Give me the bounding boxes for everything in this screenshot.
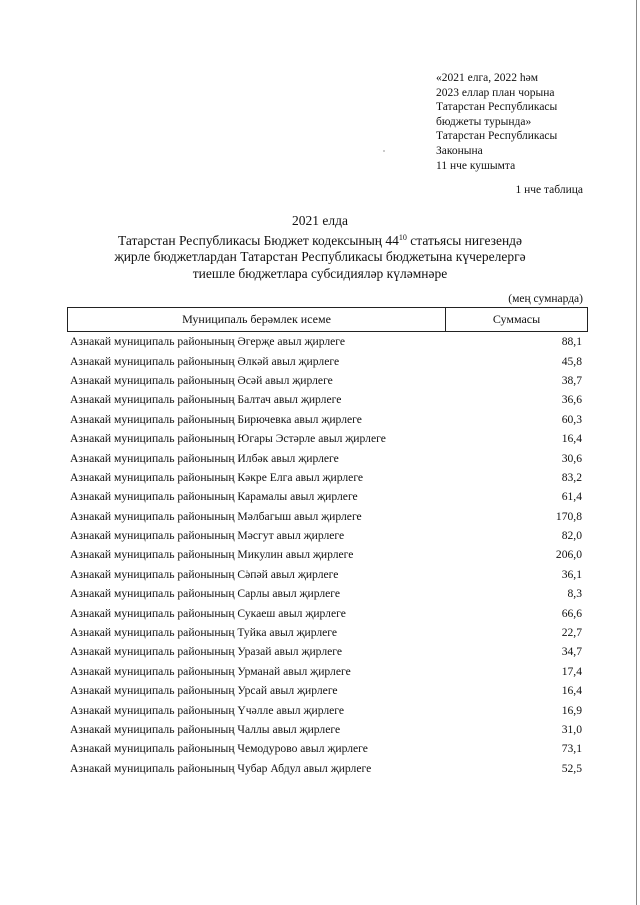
- table-body: [67, 332, 588, 778]
- table-row: [67, 545, 588, 564]
- appendix-note: [436, 71, 583, 173]
- row-name: Азнакай муниципаль районының Үчәлле авыл җирлеге: [70, 703, 345, 717]
- row-name: Азнакай муниципаль районының Бирючевка авыл җирлеге: [70, 412, 362, 426]
- table-row: [67, 351, 588, 370]
- units-note: (мең сумнарда): [508, 293, 583, 305]
- row-sum: 30,6: [561, 451, 582, 465]
- row-name: Азнакай муниципаль районының Балтач авыл җирлеге: [70, 393, 342, 407]
- row-name: Азнакай муниципаль районының Чемодурово авыл җирлеге: [70, 742, 368, 756]
- table-header: [67, 307, 588, 332]
- table-row: [67, 681, 588, 700]
- row-sum: 16,4: [561, 684, 582, 698]
- row-name: Азнакай муниципаль районының Югары Эстәрле авыл җирлеге: [70, 432, 386, 446]
- row-name: Азнакай муниципаль районының Әсәй авыл җирлеге: [70, 373, 333, 387]
- row-name: Азнакай муниципаль районының Уразай авыл җирлеге: [70, 645, 343, 659]
- table-row: [67, 623, 588, 642]
- row-sum: 82,0: [561, 529, 582, 543]
- row-name: Азнакай муниципаль районының Сәпәй авыл җирлеге: [70, 567, 339, 581]
- appendix-line: бюджеты турында»: [436, 115, 532, 128]
- table-row: [67, 371, 588, 390]
- document-title: [90, 213, 550, 282]
- row-name: Азнакай муниципаль районының Мәлбагыш авыл җирлеге: [70, 509, 362, 523]
- page-edge-line: [636, 0, 637, 905]
- title-line-4: тиешле бюджетлара субсидияләр күләмнәре: [192, 265, 448, 281]
- row-name: Азнакай муниципаль районының Чаллы авыл җирлеге: [70, 723, 341, 736]
- row-sum: 83,2: [561, 470, 582, 484]
- row-sum: 17,4: [561, 664, 582, 678]
- table-number: 1 нче таблица: [515, 184, 583, 196]
- row-sum: 16,4: [561, 432, 582, 446]
- scan-speck: [383, 150, 385, 152]
- subsidy-table: [67, 307, 588, 778]
- table-row: [67, 410, 588, 429]
- appendix-line: Законына: [436, 144, 483, 157]
- table-row: [67, 390, 588, 409]
- row-name: Азнакай муниципаль районының Сукаеш авыл җирлеге: [70, 606, 346, 620]
- row-sum: 36,1: [561, 567, 582, 581]
- appendix-line: 2023 еллар план чорына: [436, 86, 555, 99]
- row-name: Азнакай муниципаль районының Урманай авыл җирлеге: [70, 664, 351, 678]
- header-sum: Суммасы: [492, 312, 541, 326]
- row-sum: 206,0: [555, 548, 582, 562]
- row-sum: 38,7: [561, 373, 582, 387]
- row-sum: 34,7: [561, 645, 582, 659]
- row-sum: 60,3: [561, 412, 582, 426]
- table-row: [67, 429, 588, 448]
- appendix-line: Татарстан Республикасы: [436, 130, 558, 143]
- row-sum: 16,9: [561, 703, 582, 717]
- table-row: [67, 468, 588, 487]
- table-row: [67, 603, 588, 622]
- title-line-2-text: Татарстан Республикасы Бюджет кодексының 44: [117, 232, 399, 248]
- row-sum: 36,6: [561, 393, 582, 407]
- table-row: [67, 662, 588, 681]
- row-name: Азнакай муниципаль районының Сарлы авыл җирлеге: [70, 587, 341, 601]
- table-row: [67, 642, 588, 661]
- row-sum: 66,6: [561, 606, 582, 620]
- table-row: [67, 487, 588, 506]
- article-superscript: 10: [398, 232, 407, 242]
- row-name: Азнакай муниципаль районының Микулин авыл җирлеге: [70, 548, 354, 562]
- table-row: [67, 720, 588, 739]
- table-row: [67, 332, 588, 351]
- appendix-line: 11 нче кушымта: [436, 159, 516, 172]
- table-row: [67, 507, 588, 526]
- table-row: [67, 700, 588, 719]
- row-name: Азнакай муниципаль районының Мәсгут авыл җирлеге: [70, 529, 345, 543]
- row-sum: 8,3: [567, 587, 582, 601]
- row-name: Азнакай муниципаль районының Чубар Абдул авыл җирлеге: [70, 761, 372, 775]
- title-line-2-rest: статьясы нигезендә: [406, 232, 523, 248]
- header-name: Муниципаль берәмлек исеме: [68, 308, 446, 331]
- title-line-2: [90, 230, 550, 250]
- row-sum: 170,8: [555, 509, 582, 523]
- table-row: [67, 448, 588, 467]
- row-sum: 73,1: [561, 742, 582, 756]
- table-row: [67, 565, 588, 584]
- title-line-3: җирле бюджетлардан Татарстан Республикасы бюджетына күчерелергә: [114, 249, 526, 264]
- row-name: Азнакай муниципаль районының Карамалы авыл җирлеге: [70, 490, 358, 504]
- table-row: [67, 526, 588, 545]
- row-name: Азнакай муниципаль районының Кәкре Елга авыл җирлеге: [70, 470, 364, 484]
- row-name: Азнакай муниципаль районының Туйка авыл җирлеге: [70, 626, 338, 640]
- table-row: [67, 739, 588, 758]
- row-sum: 52,5: [561, 761, 582, 775]
- table-row: [67, 759, 588, 778]
- row-sum: 61,4: [561, 490, 582, 504]
- title-line-1: 2021 елда: [292, 213, 348, 228]
- appendix-line: «2021 елга, 2022 һәм: [436, 72, 539, 84]
- appendix-line: Татарстан Республикасы: [436, 101, 558, 114]
- row-sum: 22,7: [561, 626, 582, 640]
- row-name: Азнакай муниципаль районының Әгерҗе авыл җирлеге: [70, 335, 346, 349]
- row-name: Азнакай муниципаль районының Әлкәй авыл җирлеге: [70, 354, 340, 368]
- row-sum: 88,1: [561, 335, 582, 349]
- row-sum: 31,0: [561, 723, 582, 736]
- row-name: Азнакай муниципаль районының Урсай авыл җирлеге: [70, 684, 338, 698]
- table-row: [67, 584, 588, 603]
- row-name: Азнакай муниципаль районының Илбәк авыл җирлеге: [70, 451, 339, 465]
- row-sum: 45,8: [561, 354, 582, 368]
